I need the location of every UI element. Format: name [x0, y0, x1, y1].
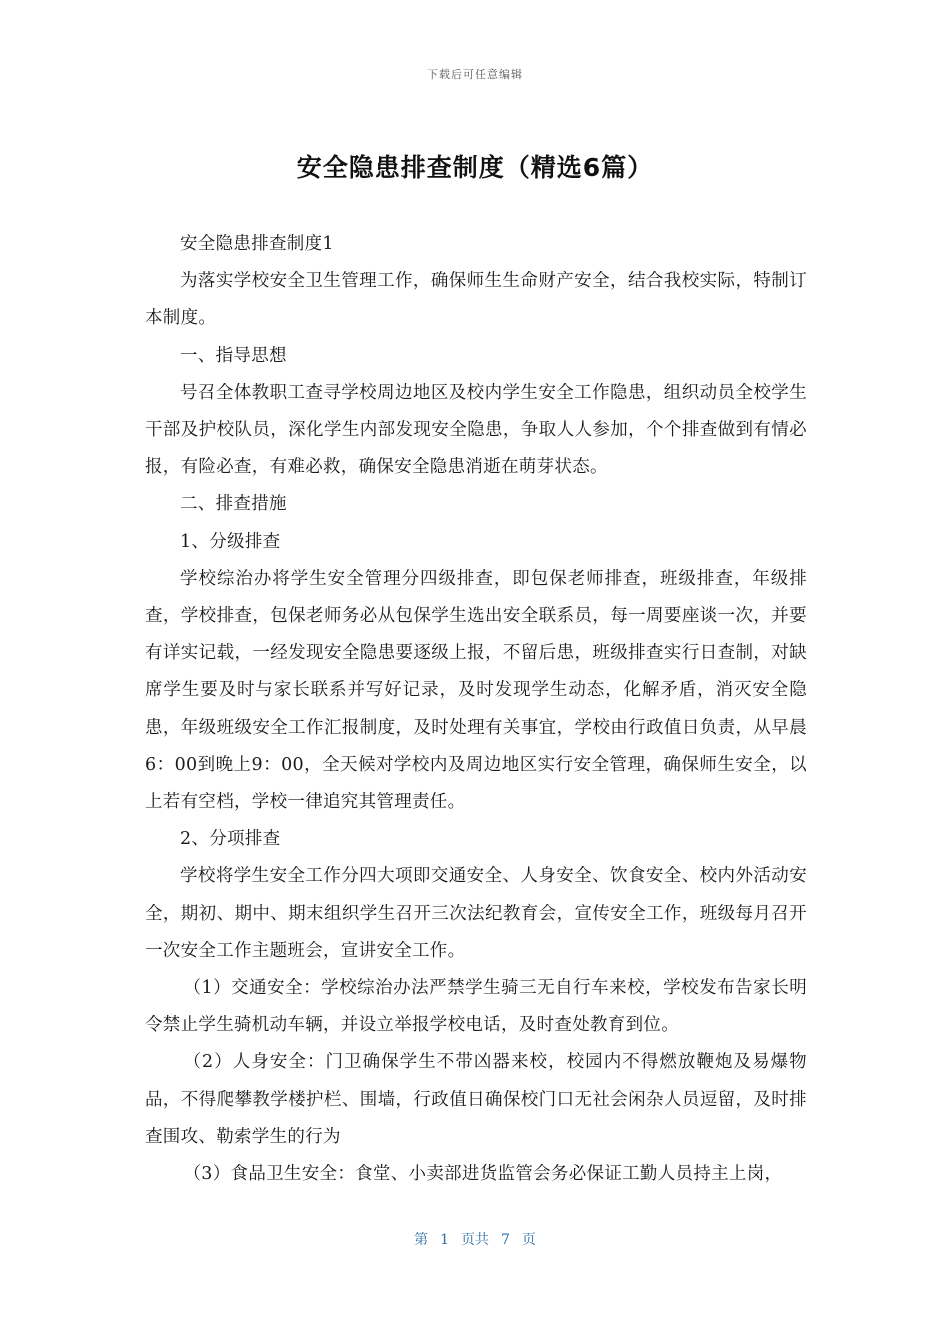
subsection-heading: 2、分项排查: [180, 829, 281, 850]
body-paragraph: 为落实学校安全卫生管理工作，确保师生生命财产安全，结合我校实际，特制订本制度。: [145, 271, 807, 329]
list-item-paragraph: （2）人身安全：门卫确保学生不带凶器来校，校园内不得燃放鞭炮及易爆物品，不得爬攀教学楼护栏、围墙，行政值日确保校门口无社会闲杂人员逗留，及时排查围攻、勒索学生的行为: [145, 1052, 807, 1147]
total-pages: 7: [501, 1232, 510, 1248]
section-heading: 一、指导思想: [180, 345, 287, 366]
body-paragraph: 学校综治办将学生安全管理分四级排查，即包保老师排查，班级排查，年级排查，学校排查，包保老师务必从包保学生选出安全联系员，每一周要座谈一次，并要有详实记载，一经发现安全隐患要逐级上报，不留后患，班级排查实行日查制，对缺席学生要及时与家长联系并写好记录，及时发现学生动态，化解矛盾，消灭安全隐患，年级班级安全工作汇报制度，及时处理有关事宜，学校由行政值日负责，从早晨6：00到晚上9：00，全天候对学校内及周边地区实行安全管理，确保师生安全，以上若有空档，学校一律追究其管理责任。: [145, 568, 807, 813]
list-item-paragraph: （3）食品卫生安全：食堂、小卖部进货监管会务必保证工勤人员持主上岗，: [183, 1164, 783, 1185]
document-title: 安全隐患排查制度（精选6篇）: [296, 153, 654, 182]
section-heading: 二、排查措施: [180, 494, 287, 515]
page-label-prefix: 第: [414, 1232, 429, 1248]
document-body: [145, 226, 807, 1193]
page-footer: [0, 1229, 950, 1249]
page-number: 1: [440, 1232, 449, 1248]
page-label-mid: 页共: [461, 1232, 489, 1248]
body-paragraph: 号召全体教职工查寻学校周边地区及校内学生安全工作隐患，组织动员全校学生干部及护校队员，深化学生内部发现安全隐患，争取人人参加，个个排查做到有情必报，有险必查，有难必救，确保安全隐患消逝在萌芽状态。: [145, 382, 807, 478]
subsection-heading: 1、分级排查: [180, 531, 281, 552]
list-item-paragraph: （1）交通安全：学校综治办法严禁学生骑三无自行车来校，学校发布告家长明令禁止学生骑机动车辆，并设立举报学校电话，及时查处教育到位。: [145, 978, 807, 1036]
page-label-suffix: 页: [521, 1232, 536, 1248]
section-heading: 安全隐患排查制度1: [180, 234, 334, 254]
body-paragraph: 学校将学生安全工作分四大项即交通安全、人身安全、饮食安全、校内外活动安全，期初、期中、期末组织学生召开三次法纪教育会，宣传安全工作，班级每月召开一次安全工作主题班会，宣讲安全工作。: [145, 866, 807, 961]
download-note: 下载后可任意编辑: [427, 68, 523, 81]
